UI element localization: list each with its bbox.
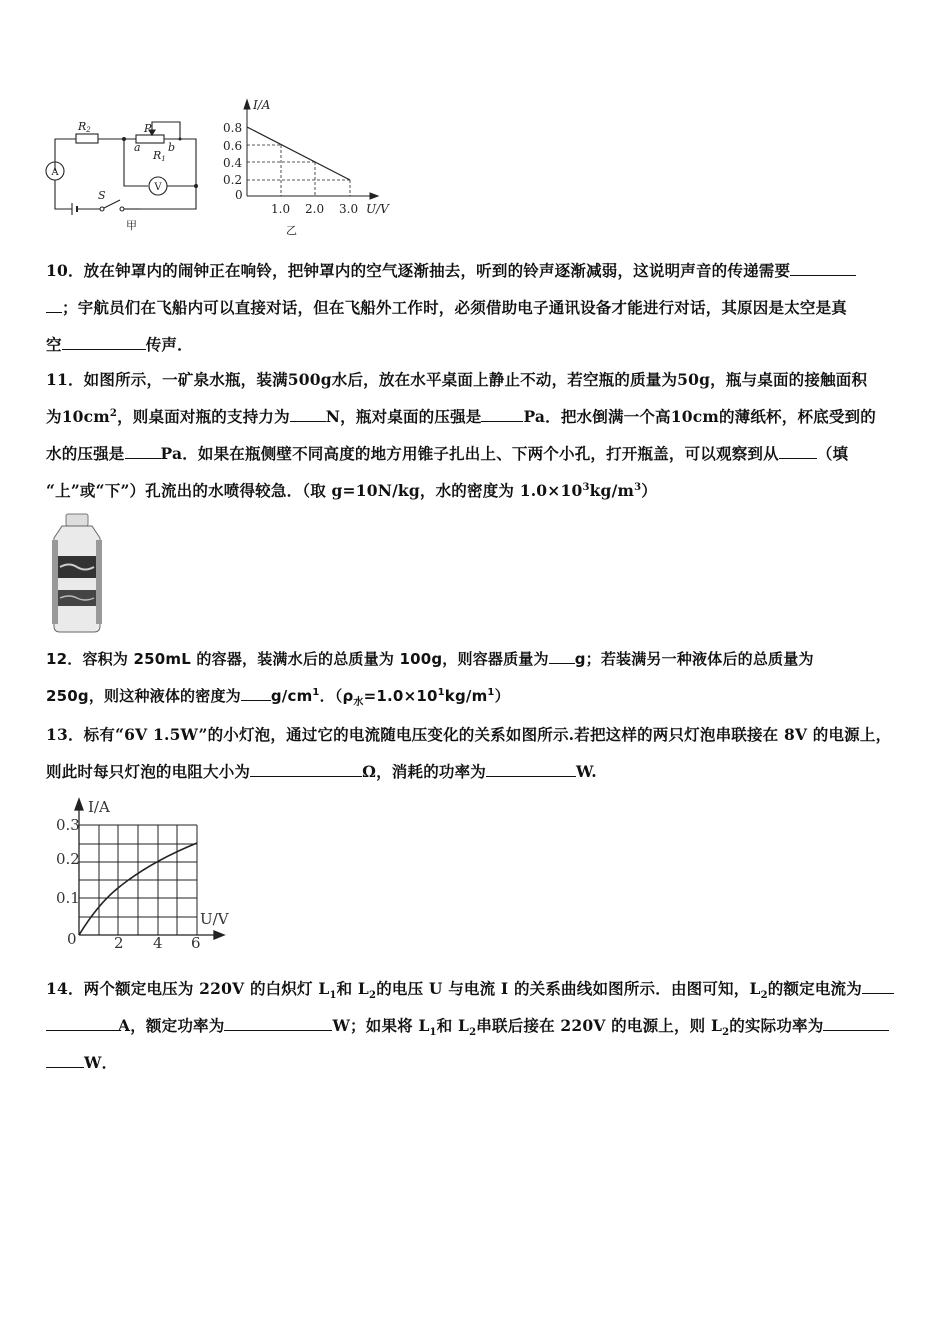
- x-tick: 1.0: [271, 202, 291, 216]
- q13-blank-2[interactable]: [486, 760, 576, 777]
- q10-blank-1-cont[interactable]: [46, 296, 62, 313]
- y-axis-label: I/A: [88, 798, 110, 816]
- q14-blank-2[interactable]: [224, 1014, 332, 1031]
- x-tick: 3.0: [339, 202, 359, 216]
- origin-label: 0: [235, 188, 243, 202]
- question-11: 11．如图所示，一矿泉水瓶，装满500g水后，放在水平桌面上静止不动，若空瓶的质量为50g，瓶与桌面的接触面积 为$10cm^2$，则桌面对瓶的支持力为 N，瓶对桌面的压强是 Pa．把水倒满一个高10cm的薄纸杯，杯底受到的 水的压强是 Pa．如果在瓶侧壁不同高度的地方用锥子扎出上、下两个小孔，打开瓶盖，可以观察到从 （填 “上”或“下”）孔流出的水喷得较急．（取 g=10N/kg，水的密度为 $1.0\times 10^3kg/m^3$）: [46, 361, 906, 509]
- label-r1: R1: [153, 149, 166, 163]
- label-p: P: [144, 122, 152, 135]
- label-a: a: [134, 141, 141, 154]
- q14-blank-3-cont[interactable]: [46, 1051, 84, 1068]
- x-axis-label: U/V: [366, 202, 389, 216]
- q11-blank-2[interactable]: [481, 405, 523, 422]
- x-axis-label: U/V: [200, 910, 229, 928]
- q11-blank-1[interactable]: [290, 405, 326, 422]
- q10-blank-2[interactable]: [62, 333, 146, 350]
- question-12: 12．容积为 250mL 的容器，装满水后的总质量为 100g，则容器质量为 g；若装满另一种液体后的总质量为 250g，则这种液体的密度为 $g/cm^1$．$(\rho_水=1.0\times 10^1kg/m^1)$: [46, 641, 906, 715]
- circuit-diagram: [40, 112, 210, 237]
- q10-text-3a: 空: [46, 335, 62, 354]
- iu-graph-yi: [215, 95, 395, 240]
- x-tick: 6: [191, 934, 201, 952]
- y-tick: 0.4: [223, 156, 243, 170]
- question-14: 14．两个额定电压为 220V 的白炽灯 $L_1$和 $L_2$的电压 U 与电流 I 的关系曲线如图所示．由图可知，$L_2$的额定电流为 A，额定功率为 W；如果将 $L_1$和 $L_2$串联后接在 220V 的电源上，则 $L_2$的实际功率为 W．: [46, 970, 906, 1081]
- x-tick: 2.0: [305, 202, 325, 216]
- label-b: b: [168, 141, 176, 154]
- x-tick: 4: [153, 934, 163, 952]
- origin-label: 0: [67, 930, 77, 948]
- q14-blank-3[interactable]: [823, 1014, 889, 1031]
- y-tick: 0.2: [56, 850, 80, 868]
- water-bottle-image: [44, 512, 110, 634]
- y-tick: 0.3: [56, 816, 80, 834]
- q10-text-1: 10．放在钟罩内的闹钟正在响铃，把钟罩内的空气逐渐抽去，听到的铃声逐渐减弱，这说明声音的传递需要: [46, 261, 791, 280]
- iu-graph-q13: [40, 796, 240, 954]
- x-tick: 2: [114, 934, 124, 952]
- label-r2: R2: [78, 120, 91, 134]
- q10-text-3b: 传声．: [145, 335, 193, 354]
- q13-blank-1[interactable]: [250, 760, 362, 777]
- y-tick: 0.1: [56, 889, 80, 907]
- q10-blank-1[interactable]: [790, 259, 856, 276]
- q11-blank-3[interactable]: [125, 442, 161, 459]
- q11-line-1: 11．如图所示，一矿泉水瓶，装满500g水后，放在水平桌面上静止不动，若空瓶的质量为50g，瓶与桌面的接触面积: [46, 370, 868, 389]
- label-s: S: [98, 189, 106, 202]
- q10-text-2: ；宇航员们在飞船内可以直接对话，但在飞船外工作时，必须借助电子通讯设备才能进行对话，其原因是太空是真: [62, 298, 848, 317]
- question-13: 13．标有“6V 1.5W”的小灯泡，通过它的电流随电压变化的关系如图所示.若把这样的两只灯泡串联接在 8V 的电源上， 则此时每只灯泡的电阻大小为 Ω，消耗的功率为 W.: [46, 716, 906, 790]
- q12-blank-2[interactable]: [241, 684, 271, 701]
- y-tick: 0.2: [223, 173, 243, 187]
- y-tick: 0.6: [223, 139, 243, 153]
- q11-blank-4[interactable]: [779, 442, 817, 459]
- q12-blank-1[interactable]: [549, 647, 575, 664]
- voltmeter-symbol: V: [154, 182, 162, 193]
- y-tick: 0.8: [223, 121, 243, 135]
- figure-caption-yi: 乙: [286, 224, 297, 237]
- figure-caption-jia: 甲: [126, 219, 137, 232]
- q14-blank-1-cont[interactable]: [46, 1014, 118, 1031]
- question-10: [46, 252, 906, 363]
- q14-blank-1[interactable]: [862, 977, 894, 994]
- q13-line-1: 13．标有“6V 1.5W”的小灯泡，通过它的电流随电压变化的关系如图所示.若把这样的两只灯泡串联接在 8V 的电源上，: [46, 725, 892, 744]
- ammeter-symbol: A: [51, 167, 59, 178]
- y-axis-label: I/A: [253, 98, 271, 112]
- iu-line: [247, 127, 350, 180]
